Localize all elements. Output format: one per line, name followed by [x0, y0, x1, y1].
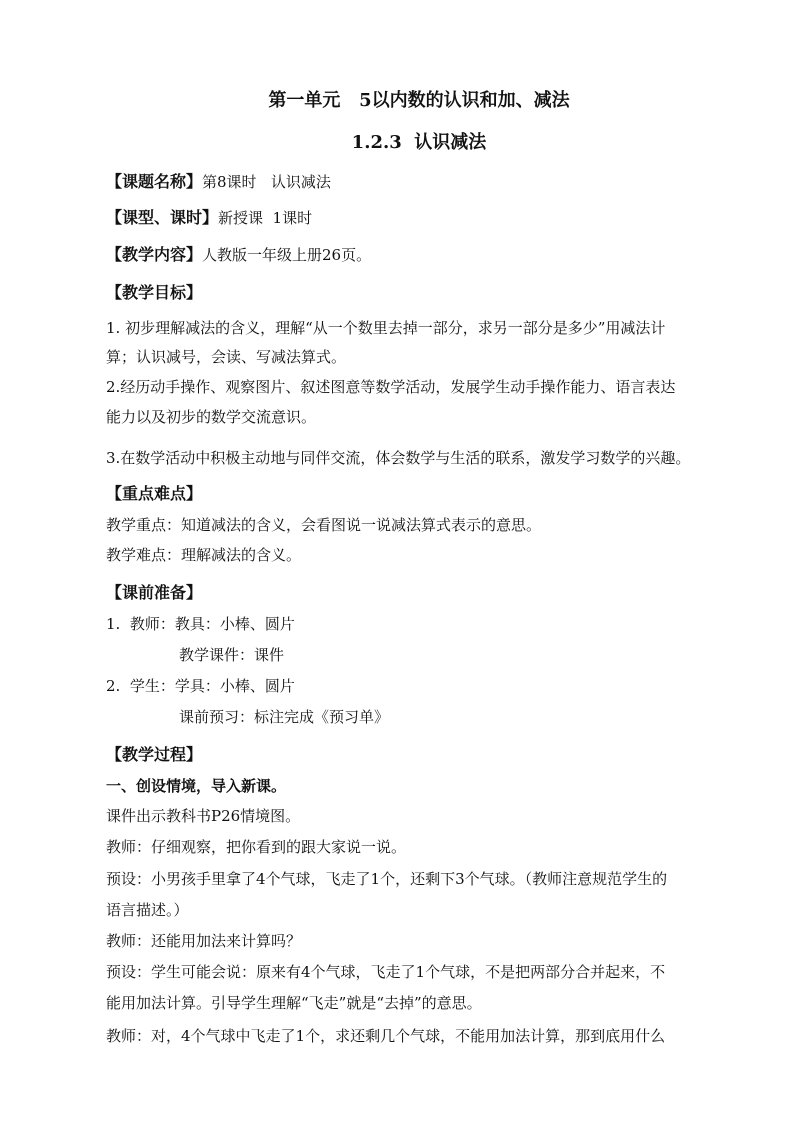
- lesson-content-row: [106, 245, 371, 265]
- process-line-6: 教师：对，4个气球中飞走了1个，求还剩几个气球，不能用加法计算，那到底用什么: [106, 1027, 666, 1045]
- lesson-type-value: 新授课 1课时: [218, 209, 313, 227]
- keypoints-heading: 【重点难点】: [106, 484, 203, 503]
- goals-heading: 【教学目标】: [106, 283, 203, 302]
- prep-teacher: 1. 教师：教具：小棒、圆片: [106, 615, 295, 633]
- lesson-type-label: 【课型、课时】: [106, 208, 219, 227]
- prep-teacher-courseware: 教学课件：课件: [179, 646, 285, 664]
- unit-title: 第一单元 5以内数的认识和加、减法: [268, 90, 570, 111]
- lesson-content-label: 【教学内容】: [106, 245, 203, 264]
- process-line-5a: 预设：学生可能会说：原来有4个气球，飞走了1个气球，不是把两部分合并起来，不: [106, 963, 666, 981]
- prep-heading: 【课前准备】: [106, 583, 203, 602]
- process-line-2: 教师：仔细观察，把你看到的跟大家说一说。: [106, 838, 407, 856]
- prep-student-preview: 课前预习：标注完成《预习单》: [179, 708, 390, 726]
- lesson-name-label: 【课题名称】: [106, 172, 203, 191]
- lesson-content-value: 人教版一年级上册26页。: [202, 246, 372, 264]
- process-line-3b: 语言描述。）: [106, 901, 189, 919]
- lesson-type-row: [106, 208, 312, 228]
- process-line-4: 教师：还能用加法来计算吗？: [106, 932, 302, 950]
- teaching-difficulty: 教学难点：理解减法的含义。: [106, 546, 302, 564]
- lesson-title: 1.2.3 认识减法: [351, 132, 487, 153]
- prep-student: 2. 学生：学具：小棒、圆片: [106, 677, 295, 695]
- process-section-1: 一、创设情境，导入新课。: [106, 777, 287, 795]
- goal-2-line-2: 能力以及初步的数学交流意识。: [106, 408, 317, 426]
- process-line-5b: 能用加法计算。引导学生理解“飞走”就是“去掉”的意思。: [106, 994, 482, 1012]
- goal-1-line-1: 1. 初步理解减法的含义，理解“从一个数里去掉一部分，求另一部分是多少”用减法计: [106, 319, 666, 337]
- lesson-name-row: [106, 172, 331, 192]
- process-line-3a: 预设：小男孩手里拿了4个气球，飞走了1个，还剩下3个气球。（教师注意规范学生的: [106, 870, 668, 888]
- goal-2-line-1: 2.经历动手操作、观察图片、叙述图意等数学活动，发展学生动手操作能力、语言表达: [106, 378, 676, 396]
- goal-3: 3.在数学活动中积极主动地与同伴交流，体会数学与生活的联系，激发学习数学的兴趣。: [106, 449, 691, 467]
- lesson-name-value: 第8课时 认识减法: [202, 173, 331, 191]
- goal-1-line-2: 算；认识减号，会读、写减法算式。: [106, 348, 347, 366]
- teaching-focus: 教学重点：知道减法的含义，会看图说一说减法算式表示的意思。: [106, 516, 542, 534]
- process-line-1: 课件出示教科书P26情境图。: [106, 807, 301, 825]
- process-heading: 【教学过程】: [106, 745, 203, 764]
